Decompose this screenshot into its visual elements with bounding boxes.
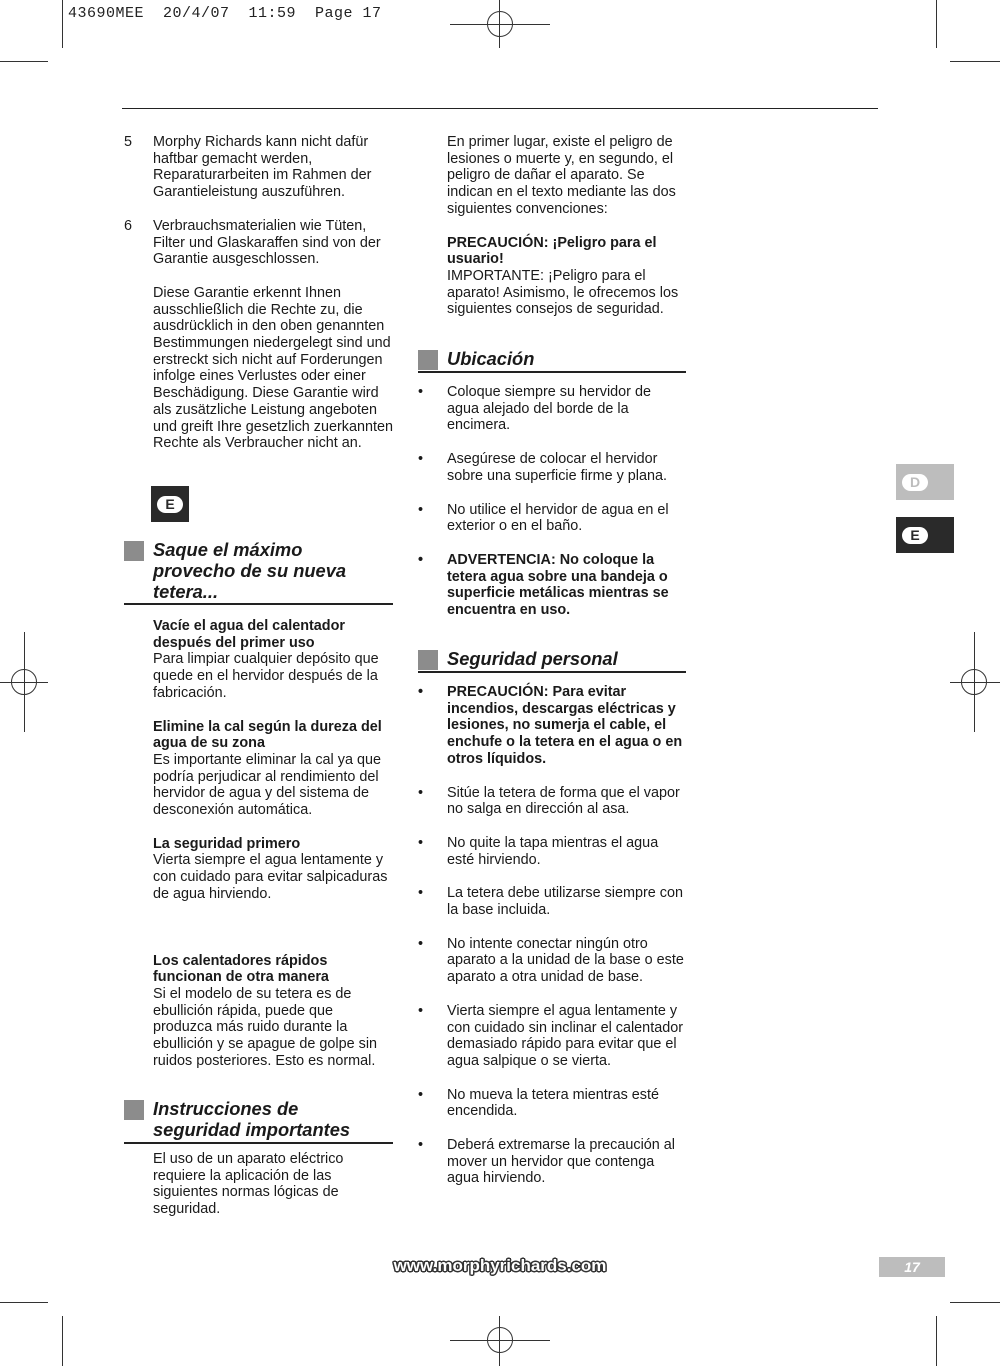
bullet-text: Vierta siempre el agua lentamente y con cuidado sin inclinar el calentador demasiado rápido para evitar que el agua salpique o se vierta.	[447, 1002, 683, 1069]
guarantee-paragraph: Diese Garantie erkennt Ihnen ausschließlich die Rechte zu, die ausdrücklich in den oben genannten Bestimmungen niedergelegt sind und erstreckt sich nicht auf Forderungen infolge eines Verlustes oder einer Beschädigung. Diese Garantie wird als zusätzliche Leistung angeboten und greift Ihre gesetzlich zuerkannten Rechte als Verbraucher nicht an.	[153, 284, 393, 452]
item-text: Verbrauchsmaterialien wie Tüten, Filter und Glaskaraffen sind von der Garantie ausgeschlossen.	[153, 217, 381, 268]
personal-safety-list	[418, 684, 686, 1187]
bullet-dot: •	[418, 684, 424, 700]
section-heading	[418, 649, 686, 673]
print-header: 43690MEE 20/4/07 11:59 Page 17	[68, 5, 382, 22]
list-item	[124, 134, 394, 201]
bullet-text: No quite la tapa mientras el agua esté hirviendo.	[447, 834, 659, 868]
list-item	[418, 785, 686, 818]
list-item	[418, 552, 686, 619]
side-tab-label: D	[902, 474, 928, 491]
crop-mark	[62, 1316, 63, 1366]
registration-circle	[11, 669, 37, 695]
tip-title: Elimine la cal según la dureza del agua de su zona	[153, 718, 382, 752]
registration-circle	[961, 669, 987, 695]
bullet-dot: •	[418, 451, 424, 468]
list-item	[418, 451, 686, 484]
important-text: IMPORTANTE: ¡Peligro para el aparato! Asimismo, le ofrecemos los siguientes consejos de seguridad.	[447, 267, 679, 318]
bullet-text: PRECAUCIÓN: Para evitar incendios, descargas eléctricas y lesiones, no sumerja el cable, el enchufe o la tetera en el agua o en otros líquidos.	[447, 684, 683, 767]
bullet-text: No intente conectar ningún otro aparato a la unidad de la base o este aparato a otra unidad de base.	[447, 935, 684, 986]
tip-body: Es importante eliminar la cal ya que podría perjudicar al rendimiento del hervidor de agua y del sistema de desconexión automática.	[153, 751, 381, 819]
caution-label: PRECAUCIÓN: ¡Peligro para el usuario!	[447, 234, 657, 268]
list-item	[124, 218, 394, 268]
bullet-dot: •	[418, 885, 424, 902]
list-item	[418, 502, 686, 535]
list-item	[418, 384, 686, 434]
bullet-dot: •	[418, 834, 424, 851]
item-number: 5	[124, 134, 133, 150]
bullet-dot: •	[418, 1137, 424, 1154]
bullet-text: No utilice el hervidor de agua en el exterior o en el baño.	[447, 501, 669, 535]
heading-text: Instrucciones de seguridad importantes	[153, 1098, 351, 1140]
language-badge-label: E	[157, 496, 183, 513]
heading-text: Ubicación	[447, 348, 535, 369]
side-tab-label: E	[902, 527, 928, 544]
crop-mark	[950, 1302, 1000, 1303]
intro-text: En primer lugar, existe el peligro de lesiones o muerte y, en segundo, el peligro de dañar el aparato. Se indican en el texto mediante las dos siguientes convenciones:	[447, 134, 676, 217]
right-intro	[447, 134, 689, 318]
section-heading	[418, 349, 686, 373]
heading-text: Seguridad personal	[447, 648, 618, 669]
bullet-dot: •	[418, 935, 424, 952]
tip-title: Vacíe el agua del calentador después del primer uso	[153, 618, 345, 651]
crop-mark	[936, 0, 937, 48]
bullet-text: ADVERTENCIA: No coloque la tetera agua sobre una bandeja o superficie metálicas mientras se encuentra en uso.	[447, 551, 669, 619]
section-heading	[124, 1099, 393, 1144]
side-tab-d[interactable]	[896, 464, 954, 500]
tip-title: Los calentadores rápidos funcionan de otra manera	[153, 952, 329, 986]
crop-mark	[62, 0, 63, 48]
tip-title: La seguridad primero	[153, 835, 301, 852]
bullet-dot: •	[418, 784, 424, 801]
heading-text: Saque el máximo provecho de su nueva tetera...	[153, 539, 347, 602]
registration-circle	[487, 11, 513, 37]
heading-marker	[124, 541, 144, 561]
tip-block	[153, 618, 394, 702]
list-item	[418, 1003, 686, 1070]
bullet-dot: •	[418, 384, 424, 400]
list-item	[418, 1137, 686, 1187]
language-badge	[151, 486, 189, 522]
bullet-dot: •	[418, 1002, 424, 1019]
heading-marker	[124, 1100, 144, 1120]
website-link[interactable]: www.morphyrichards.com	[393, 1256, 607, 1275]
list-item	[418, 684, 686, 768]
bullet-text: La tetera debe utilizarse siempre con la base incluida.	[447, 885, 683, 919]
left-column	[124, 134, 394, 452]
section-heading	[124, 540, 393, 605]
list-item	[418, 936, 686, 986]
crop-mark	[0, 61, 48, 62]
tip-block	[153, 719, 394, 819]
list-item	[418, 1087, 686, 1120]
bullet-dot: •	[418, 501, 424, 518]
tip-block	[153, 836, 394, 903]
item-number: 6	[124, 217, 133, 234]
crop-mark	[0, 1302, 48, 1303]
top-rule	[122, 108, 878, 109]
tips-section	[153, 618, 394, 1069]
bullet-text: Deberá extremarse la precaución al mover un hervidor que contenga agua hirviendo.	[447, 1137, 675, 1187]
bullet-dot: •	[418, 551, 424, 568]
list-item	[418, 885, 686, 918]
tip-block	[153, 953, 394, 1070]
bullet-text: No mueva la tetera mientras esté encendida.	[447, 1086, 659, 1120]
registration-circle	[487, 1327, 513, 1353]
bullet-text: Asegúrese de colocar el hervidor sobre una superficie firme y plana.	[447, 451, 667, 484]
side-tab-e[interactable]	[896, 517, 954, 553]
page-number: 17	[879, 1257, 945, 1277]
tip-body: Vierta siempre el agua lentamente y con cuidado para evitar salpicaduras de agua hirviendo.	[153, 852, 388, 902]
heading-marker	[418, 650, 438, 670]
heading-marker	[418, 350, 438, 370]
bullet-dot: •	[418, 1086, 424, 1103]
crop-mark	[936, 1316, 937, 1366]
tip-body: Si el modelo de su tetera es de ebullición rápida, puede que produzca más ruido durante la ebullición y se apague de golpe sin ruidos posteriores. Esto es normal.	[153, 985, 378, 1069]
tip-body: Para limpiar cualquier depósito que quede en el hervidor después de la fabricación.	[153, 651, 379, 701]
location-list	[418, 384, 686, 619]
list-item	[418, 835, 686, 868]
crop-mark	[950, 61, 1000, 62]
bullet-text: Sitúe la tetera de forma que el vapor no salga en dirección al asa.	[447, 784, 680, 818]
bullet-text: Coloque siempre su hervidor de agua alejado del borde de la encimera.	[447, 384, 651, 434]
safety-intro: El uso de un aparato eléctrico requiere la aplicación de las siguientes normas lógicas de seguridad.	[153, 1151, 344, 1218]
item-text: Morphy Richards kann nicht dafür haftbar gemacht werden, Reparaturarbeiten im Rahmen der Garantieleistung auszuführen.	[153, 134, 372, 201]
